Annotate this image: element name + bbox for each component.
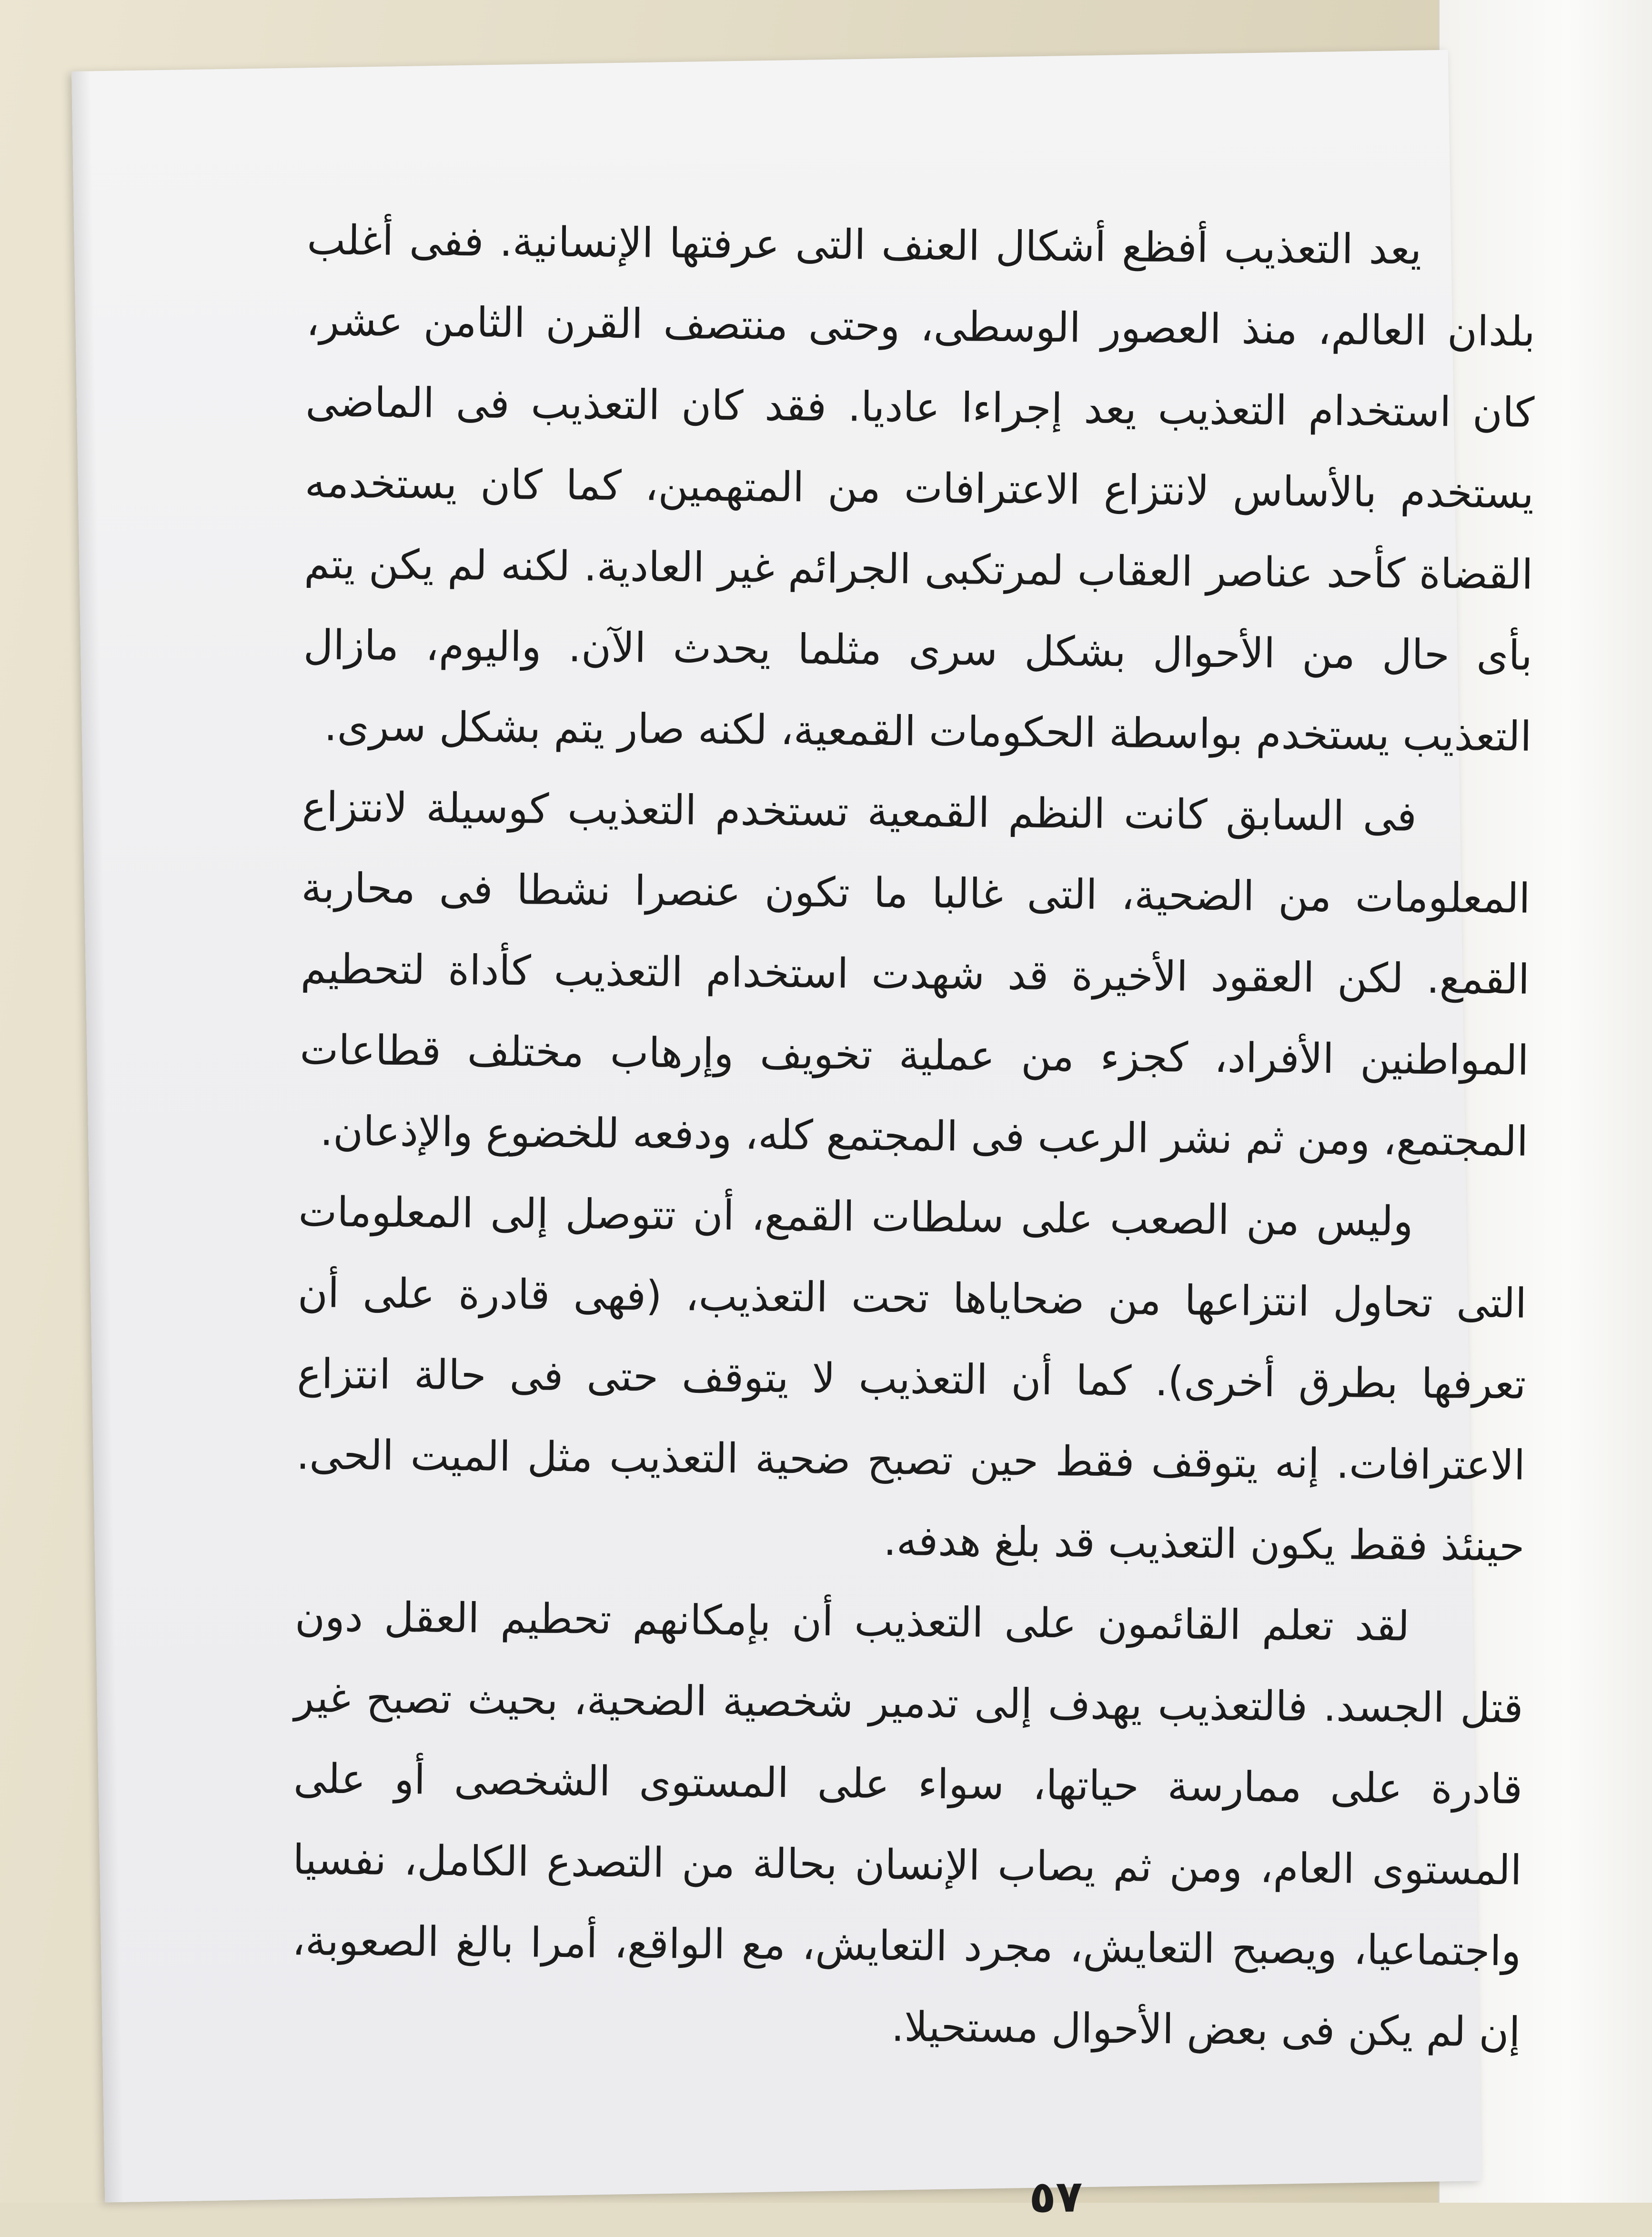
- book-page: [71, 50, 1536, 2223]
- page-number: ٥٧: [1028, 2171, 1083, 2223]
- paragraph-4: لقد تعلم القائمون على التعذيب أن بإمكانهم تحطيم العقل دون قتل الجسد. فالتعذيب يهدف إلى تدمير شخصية الضحية، بحيث تصبح غير قادرة على ممارسة حياتها، سواء على المستوى الشخصى أو على المستوى العام، ومن ثم يصاب الإنسان بحالة من التصدع الكامل، نفسيا واجتماعيا، ويصبح التعايش، مجرد التعايش، مع الواقع، أمرا بالغ الصعوبة، إن لم يكن فى بعض الأحوال مستحيلا.: [292, 1593, 1523, 2056]
- paragraph-1: يعد التعذيب أفظع أشكال العنف التى عرفتها الإنسانية. ففى أغلب بلدان العالم، منذ العصور الوسطى، وحتى منتصف القرن الثامن عشر، كان استخدام التعذيب يعد إجراءا عاديا. فقد كان التعذيب فى الماضى يستخدم بالأساس لانتزاع الاعترافات من المتهمين، كما كان يستخدمه القضاة كأحد عناصر العقاب لمرتكبى الجرائم غير العادية. لكنه لم يكن يتم بأى حال من الأحوال بشكل سرى مثلما يحدث الآن. واليوم، مازال التعذيب يستخدم بواسطة الحكومات القمعية، لكنه صار يتم بشكل سرى.: [303, 216, 1536, 761]
- paragraph-2: فى السابق كانت النظم القمعية تستخدم التعذيب كوسيلة لانتزاع المعلومات من الضحية، التى غالبا ما تكون عنصرا نشطا فى محاربة القمع. لكن العقود الأخيرة قد شهدت استخدام التعذيب كأداة لتحطيم المواطنين الأفراد، كجزء من عملية تخويف وإرهاب مختلف قطاعات المجتمع، ومن ثم نشر الرعب فى المجتمع كله، ودفعه للخضوع والإذعان.: [300, 783, 1531, 1166]
- paragraph-3: وليس من الصعب على سلطات القمع، أن تتوصل إلى المعلومات التى تحاول انتزاعها من ضحاياها تحت التعذيب، (فهى قادرة على أن تعرفها بطرق أخرى). كما أن التعذيب لا يتوقف حتى فى حالة انتزاع الاعترافات. إنه يتوقف فقط حين تصبح ضحية التعذيب مثل الميت الحى. حينئذ فقط يكون التعذيب قد بلغ هدفه.: [296, 1188, 1527, 1571]
- body-text: [291, 200, 1536, 2073]
